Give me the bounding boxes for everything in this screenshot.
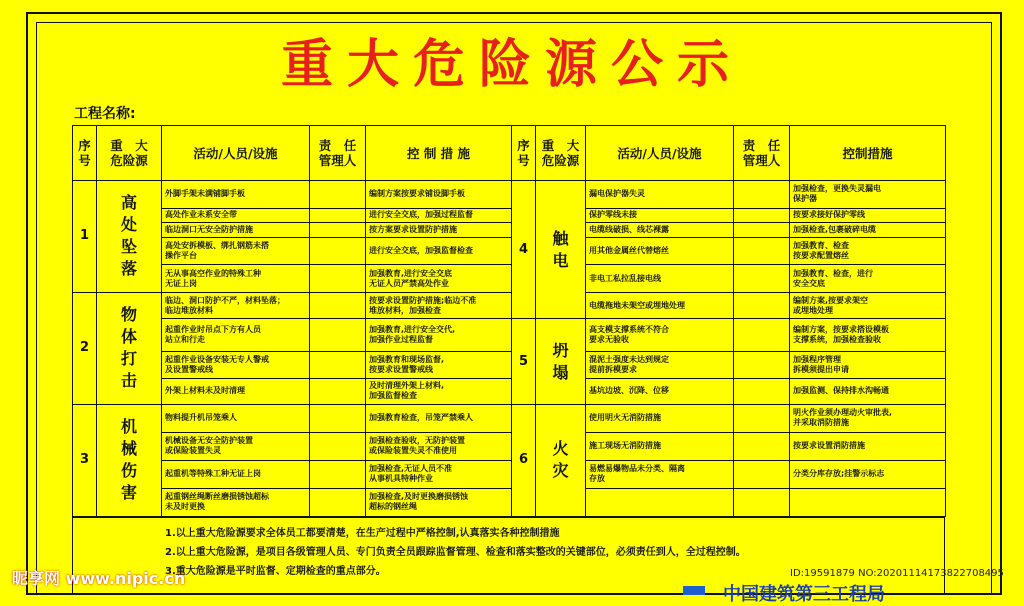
group-no-right: 6 — [512, 404, 536, 516]
person-cell-right — [734, 378, 790, 404]
control-cell-right: 加强教育、检查，进行 安全交底 — [790, 265, 946, 293]
person-cell-right — [734, 292, 790, 318]
person-cell-right — [734, 460, 790, 488]
watermark: 昵享网 www.nipic.cn — [12, 569, 186, 588]
person-cell — [310, 223, 366, 237]
control-cell: 加强教育检查，吊笼严禁乘人 — [366, 404, 512, 432]
header-control: 控 制 措 施 — [366, 126, 512, 181]
control-cell: 及时清理外架上材料, 加强监督检查 — [366, 378, 512, 404]
table-row — [73, 378, 946, 404]
control-cell-right: 编制方案，按要求搭设模板 支撑系统，加强检查验收 — [790, 319, 946, 352]
activity-cell-right: 保护零线未接 — [586, 208, 734, 222]
group-name: 机械伤害 — [97, 404, 162, 516]
control-cell: 按要求设置防护措施;临边不准 堆放材料，加强检查 — [366, 292, 512, 318]
control-cell: 加强教育,进行安全交代, 加强作业过程监督 — [366, 319, 512, 352]
note-line: 2.以上重大危险源，是项目各级管理人员、专门负责全员跟踪监督管理、检查和落实整改的关键部位，必须责任到人，全过程控制。 — [165, 547, 746, 558]
activity-cell: 外脚手架未满铺脚手板 — [162, 181, 310, 209]
header-control-right: 控制措施 — [790, 126, 946, 181]
person-cell — [310, 460, 366, 488]
table-row — [73, 432, 946, 460]
watermark-id: ID:19591879 NO:20201114173822708495 — [790, 568, 1004, 579]
control-cell: 加强教育,进行安全交底 无证人员严禁高处作业 — [366, 265, 512, 293]
person-cell — [310, 237, 366, 265]
person-cell-right — [734, 181, 790, 209]
header-source: 重 大 危险源 — [97, 126, 162, 181]
person-cell-right — [734, 352, 790, 378]
header-person: 责 任 管理人 — [310, 126, 366, 181]
control-cell-right: 编制方案,按要求架空 或埋地处理 — [790, 292, 946, 318]
control-cell-right: 按要求接好保护零线 — [790, 208, 946, 222]
footer-company: 中国建筑第三工程局 — [723, 584, 885, 605]
group-name-right: 坍塌 — [536, 319, 586, 405]
table-row — [73, 223, 946, 237]
table-row — [73, 181, 946, 209]
group-no: 2 — [73, 292, 97, 404]
table-row — [73, 319, 946, 352]
activity-cell: 临边、洞口防护不严，材料坠落； 临边堆放材料 — [162, 292, 310, 318]
table-row — [73, 292, 946, 318]
activity-cell-right: 漏电保护器失灵 — [586, 181, 734, 209]
person-cell — [310, 319, 366, 352]
table-row — [73, 352, 946, 378]
group-name: 物体打击 — [97, 292, 162, 404]
table-row — [73, 237, 946, 265]
activity-cell: 高处作业未系安全带 — [162, 208, 310, 222]
person-cell — [310, 488, 366, 516]
group-name-right: 火灾 — [536, 404, 586, 516]
person-cell-right — [734, 404, 790, 432]
person-cell-right — [734, 237, 790, 265]
group-no-right: 5 — [512, 319, 536, 405]
activity-cell: 机械设备无安全防护装置 或保险装置失灵 — [162, 432, 310, 460]
control-cell-right: 加强检查，更换失灵漏电 保护器 — [790, 181, 946, 209]
control-cell-right: 加强检查,包裹破碎电缆 — [790, 223, 946, 237]
activity-cell-right: 电缆拖地未架空或埋地处理 — [586, 292, 734, 318]
activity-cell-right: 电缆线破损、线芯裸露 — [586, 223, 734, 237]
group-no: 3 — [73, 404, 97, 516]
activity-cell-right: 使用明火无消防措施 — [586, 404, 734, 432]
person-cell-right — [734, 488, 790, 516]
control-cell: 加强检查验收，无防护装置 或保险装置失灵不准使用 — [366, 432, 512, 460]
table-row — [73, 488, 946, 516]
control-cell-right: 分类分库存放;挂警示标志 — [790, 460, 946, 488]
control-cell: 编制方案按要求铺设脚手板 — [366, 181, 512, 209]
control-cell-right: 加强教育、检查 按要求配置熔丝 — [790, 237, 946, 265]
table-row — [73, 208, 946, 222]
header-no: 序 号 — [73, 126, 97, 181]
group-no-right: 4 — [512, 181, 536, 319]
activity-cell-right: 施工现场无消防措施 — [586, 432, 734, 460]
control-cell-right: 加强监测、保持排水沟畅通 — [790, 378, 946, 404]
table-row — [73, 404, 946, 432]
activity-cell: 临边洞口无安全防护措施 — [162, 223, 310, 237]
header-source-right: 重 大 危险源 — [536, 126, 586, 181]
person-cell-right — [734, 265, 790, 293]
activity-cell: 起重机等特殊工种无证上岗 — [162, 460, 310, 488]
control-cell: 加强教育和现场监督, 按要求设置警戒线 — [366, 352, 512, 378]
control-cell: 加强检查,无证人员不准 从事机具特种作业 — [366, 460, 512, 488]
activity-cell-right: 非电工私拉乱接电线 — [586, 265, 734, 293]
control-cell: 加强检查,及时更换磨损锈蚀 超标的钢丝绳 — [366, 488, 512, 516]
person-cell-right — [734, 223, 790, 237]
person-cell-right — [734, 319, 790, 352]
group-no: 1 — [73, 181, 97, 293]
person-cell — [310, 352, 366, 378]
group-name-right: 触电 — [536, 181, 586, 319]
header-activity-right: 活动/人员/设施 — [586, 126, 734, 181]
group-name: 高处坠落 — [97, 181, 162, 293]
footer-strip — [683, 584, 1024, 605]
person-cell — [310, 292, 366, 318]
note-line: 1.以上重大危险源要求全体员工都要清楚，在生产过程中严格控制,认真落实各种控制措施 — [165, 528, 560, 539]
note-line: 3.重大危险源是平时监督、定期检查的重点部分。 — [165, 566, 386, 577]
header-no-right: 序 号 — [512, 126, 536, 181]
table-row — [73, 265, 946, 293]
person-cell — [310, 404, 366, 432]
person-cell — [310, 378, 366, 404]
person-cell — [310, 208, 366, 222]
activity-cell-right — [586, 488, 734, 516]
hazard-table — [72, 125, 946, 517]
person-cell — [310, 181, 366, 209]
person-cell-right — [734, 208, 790, 222]
control-cell-right — [790, 488, 946, 516]
activity-cell: 起重钢丝绳断丝磨损锈蚀超标 未及时更换 — [162, 488, 310, 516]
activity-cell-right: 高支模支撑系统不符合 要求无验收 — [586, 319, 734, 352]
control-cell: 按方案要求设置防护措施 — [366, 223, 512, 237]
header-person-right: 责 任 管理人 — [734, 126, 790, 181]
company-logo-icon — [683, 586, 705, 595]
control-cell: 进行安全交底，加强过程监督 — [366, 208, 512, 222]
person-cell — [310, 265, 366, 293]
activity-cell-right: 混泥土强度未达到规定 提前拆模要求 — [586, 352, 734, 378]
control-cell: 进行安全交底，加强监督检查 — [366, 237, 512, 265]
activity-cell: 无从事高空作业的特殊工种 无证上岗 — [162, 265, 310, 293]
project-name-label: 工程名称: — [74, 106, 136, 122]
page-title: 重大危险源公示 — [280, 35, 743, 95]
person-cell-right — [734, 432, 790, 460]
activity-cell: 起重作业设备安装无专人警戒 及设置警戒线 — [162, 352, 310, 378]
person-cell — [310, 432, 366, 460]
header-activity: 活动/人员/设施 — [162, 126, 310, 181]
activity-cell: 高处安拆模板、绑扎钢筋未搭 操作平台 — [162, 237, 310, 265]
activity-cell: 起重作业时吊点下方有人员 站立和行走 — [162, 319, 310, 352]
table-header-row — [73, 126, 946, 181]
activity-cell: 物料提升机吊笼乘人 — [162, 404, 310, 432]
control-cell-right: 明火作业须办理动火审批表, 并采取消防措施 — [790, 404, 946, 432]
control-cell-right: 加强程序管理 拆模须提出申请 — [790, 352, 946, 378]
control-cell-right: 按要求设置消防措施 — [790, 432, 946, 460]
activity-cell: 外架上材料未及时清理 — [162, 378, 310, 404]
activity-cell-right: 基坑边坡、沉降、位移 — [586, 378, 734, 404]
table-row — [73, 460, 946, 488]
activity-cell-right: 易燃易爆物品未分类、隔离 存放 — [586, 460, 734, 488]
activity-cell-right: 用其他金属丝代替熔丝 — [586, 237, 734, 265]
